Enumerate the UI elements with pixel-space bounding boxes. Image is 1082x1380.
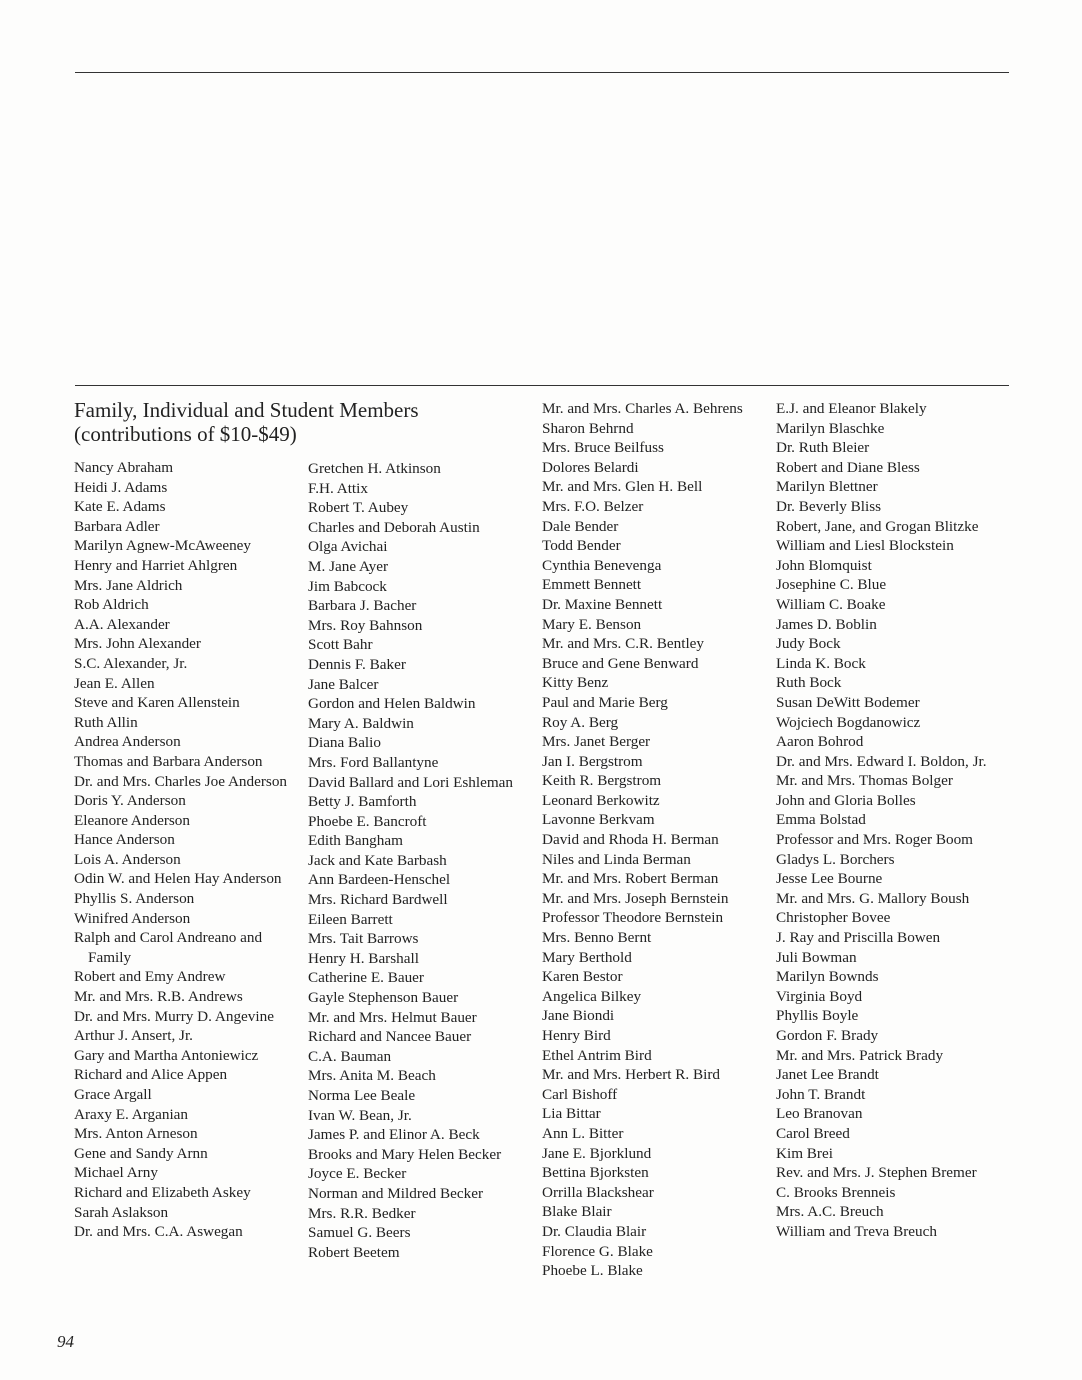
member-name: Gretchen H. Atkinson	[308, 460, 441, 477]
member-name: Hance Anderson	[74, 831, 175, 849]
member-name: Henry and Harriet Ahlgren	[74, 556, 238, 574]
member-name: Mr. and Mrs. G. Mallory Boush	[776, 889, 970, 907]
member-name: Mrs. Janet Berger	[542, 733, 651, 751]
member-name: Sarah Aslakson	[74, 1203, 169, 1221]
member-name: S.C. Alexander, Jr.	[74, 654, 188, 672]
member-name: Rev. and Mrs. J. Stephen Bremer	[776, 1164, 977, 1182]
member-name: Bettina Bjorksten	[542, 1164, 649, 1182]
member-name: C.A. Bauman	[308, 1047, 392, 1065]
member-name: Robert and Emy Andrew	[74, 968, 226, 986]
member-name: Virginia Boyd	[776, 987, 863, 1005]
member-name: Gene and Sandy Arnn	[74, 1144, 208, 1162]
member-name: Lois A. Anderson	[74, 850, 181, 868]
member-name: Dr. Beverly Bliss	[776, 497, 882, 515]
member-name: Mr. and Mrs. Patrick Brady	[776, 1046, 944, 1064]
member-name: J. Ray and Priscilla Bowen	[776, 929, 941, 947]
section-heading	[74, 398, 419, 446]
member-name: Dr. and Mrs. Murry D. Angevine	[74, 1007, 274, 1025]
member-name: Kim Brei	[776, 1144, 833, 1162]
member-name: Charles and Deborah Austin	[308, 518, 480, 536]
member-name: Phoebe L. Blake	[542, 1262, 643, 1280]
member-name: Mr. and Mrs. Robert Berman	[542, 870, 719, 888]
member-name: Emmett Bennett	[542, 576, 642, 594]
member-name: Ivan W. Bean, Jr.	[308, 1106, 412, 1124]
member-name: Juli Bowman	[776, 948, 857, 966]
member-column-1	[74, 458, 304, 1242]
member-name: Aaron Bohrod	[776, 733, 864, 751]
member-name: Scott Bahr	[308, 636, 373, 654]
member-name: Lia Bittar	[542, 1105, 601, 1123]
member-name: Carol Breed	[776, 1124, 850, 1142]
member-name: Richard and Nancee Bauer	[308, 1028, 472, 1046]
member-name: David and Rhoda H. Berman	[542, 831, 719, 849]
member-name: M. Jane Ayer	[308, 557, 389, 575]
member-name: Brooks and Mary Helen Becker	[308, 1145, 502, 1163]
member-name: Ralph and Carol Andreano and Family	[74, 929, 263, 966]
member-name: James D. Boblin	[776, 615, 877, 633]
member-name: Gladys L. Borchers	[776, 850, 895, 868]
member-name: Mr. and Mrs. Helmut Bauer	[308, 1008, 477, 1026]
member-name: F.H. Attix	[308, 479, 368, 497]
member-name: A.A. Alexander	[74, 615, 170, 633]
member-name: Kate E. Adams	[74, 498, 166, 516]
member-name: Judy Bock	[776, 635, 841, 653]
member-name: Barbara J. Bacher	[308, 597, 417, 615]
member-name: Mrs. Richard Bardwell	[308, 891, 448, 909]
member-name: Mrs. Benno Bernt	[542, 929, 652, 947]
member-name: Emma Bolstad	[776, 811, 866, 829]
member-name: Eleanore Anderson	[74, 811, 190, 829]
member-name: Karen Bestor	[542, 968, 623, 986]
member-name: E.J. and Eleanor Blakely	[776, 400, 927, 417]
member-name: Jesse Lee Bourne	[776, 870, 883, 888]
member-name: Joyce E. Becker	[308, 1165, 407, 1183]
member-name: Marilyn Bownds	[776, 968, 879, 986]
member-name: Ann L. Bitter	[542, 1124, 624, 1142]
member-name: Robert and Diane Bless	[776, 458, 920, 476]
member-name: Catherine E. Bauer	[308, 969, 424, 987]
member-name: Winifred Anderson	[74, 909, 191, 927]
member-name: Ann Bardeen-Henschel	[308, 871, 451, 889]
member-name: Kitty Benz	[542, 674, 609, 692]
member-name: Mary A. Baldwin	[308, 714, 414, 732]
member-name: Mrs. Tait Barrows	[308, 930, 419, 948]
member-name: Dr. Claudia Blair	[542, 1222, 647, 1240]
member-name: William C. Boake	[776, 595, 886, 613]
member-name: Jan I. Bergstrom	[542, 752, 643, 770]
section-rule	[75, 385, 1009, 386]
member-name: Dennis F. Baker	[308, 655, 406, 673]
member-name: Marilyn Blettner	[776, 478, 878, 496]
member-name: Robert, Jane, and Grogan Blitzke	[776, 517, 979, 535]
member-name: Orrilla Blackshear	[542, 1183, 654, 1201]
member-name: Mrs. Anton Arneson	[74, 1125, 198, 1143]
member-name: Keith R. Bergstrom	[542, 772, 662, 790]
member-name: Norma Lee Beale	[308, 1087, 416, 1104]
member-name: Jack and Kate Barbash	[308, 851, 447, 869]
member-name: Gordon F. Brady	[776, 1027, 879, 1044]
top-rule	[75, 72, 1009, 73]
member-name: Ruth Allin	[74, 713, 138, 731]
member-name: Robert Beetem	[308, 1243, 400, 1261]
member-name: Steve and Karen Allenstein	[74, 694, 240, 712]
member-name: Susan DeWitt Bodemer	[776, 693, 920, 711]
member-name: John Blomquist	[776, 556, 872, 574]
member-name: John T. Brandt	[776, 1085, 866, 1103]
member-name: Robert T. Aubey	[308, 499, 409, 517]
member-name: Samuel G. Beers	[308, 1224, 411, 1242]
heading-line-2: (contributions of $10-$49)	[74, 422, 297, 446]
member-name: Olga Avichai	[308, 538, 388, 556]
member-name: Professor and Mrs. Roger Boom	[776, 831, 973, 849]
member-name: Dr. and Mrs. C.A. Aswegan	[74, 1223, 243, 1241]
member-name: Phoebe E. Bancroft	[308, 812, 427, 830]
member-name: Mrs. Bruce Beilfuss	[542, 439, 664, 457]
member-name: Henry H. Barshall	[308, 949, 419, 967]
member-name: Mr. and Mrs. Herbert R. Bird	[542, 1066, 721, 1084]
member-name: David Ballard and Lori Eshleman	[308, 773, 513, 791]
member-name: Mr. and Mrs. C.R. Bentley	[542, 635, 704, 653]
member-name: Marilyn Blaschke	[776, 419, 885, 437]
member-name: Mary E. Benson	[542, 615, 642, 633]
member-name: Leo Branovan	[776, 1105, 863, 1123]
member-name: Thomas and Barbara Anderson	[74, 752, 263, 770]
member-name: Professor Theodore Bernstein	[542, 909, 724, 927]
member-name: Jane E. Bjorklund	[542, 1144, 652, 1162]
member-name: Mrs. Roy Bahnson	[308, 616, 423, 634]
page-number: 94	[57, 1332, 74, 1351]
member-name: Andrea Anderson	[74, 733, 181, 751]
member-name: William and Treva Breuch	[776, 1222, 937, 1240]
member-name: Dolores Belardi	[542, 458, 639, 476]
heading-line-1: Family, Individual and Student Members	[74, 398, 419, 422]
member-name: Richard and Alice Appen	[74, 1066, 228, 1084]
member-name: Betty J. Bamforth	[308, 793, 417, 811]
member-name: Ruth Bock	[776, 674, 842, 692]
member-name: Christopher Bovee	[776, 909, 891, 927]
member-name: Carl Bishoff	[542, 1085, 618, 1103]
member-name: Lavonne Berkvam	[542, 811, 655, 829]
member-name: Mrs. Anita M. Beach	[308, 1067, 436, 1085]
member-name: Mr. and Mrs. R.B. Andrews	[74, 988, 243, 1006]
member-name: Gary and Martha Antoniewicz	[74, 1046, 259, 1064]
member-name: Dr. and Mrs. Edward I. Boldon, Jr.	[776, 752, 987, 770]
member-name: John and Gloria Bolles	[776, 791, 916, 809]
member-name: Jim Babcock	[308, 577, 387, 595]
member-name: Linda K. Bock	[776, 654, 866, 672]
member-name: Diana Balio	[308, 734, 381, 752]
member-name: Mr. and Mrs. Thomas Bolger	[776, 772, 953, 790]
member-name: Josephine C. Blue	[776, 576, 887, 594]
member-name: Grace Argall	[74, 1086, 152, 1103]
member-name: Marilyn Agnew-McAweeney	[74, 537, 252, 555]
member-name: Odin W. and Helen Hay Anderson	[74, 870, 282, 888]
member-name: Leonard Berkowitz	[542, 791, 660, 809]
member-name: James P. and Elinor A. Beck	[308, 1126, 480, 1144]
member-name: Dr. Ruth Bleier	[776, 439, 870, 457]
member-name: Blake Blair	[542, 1203, 612, 1221]
member-name: Mr. and Mrs. Glen H. Bell	[542, 478, 703, 496]
member-name: Rob Aldrich	[74, 596, 149, 614]
member-name: Bruce and Gene Benward	[542, 654, 699, 672]
member-name: Mrs. Jane Aldrich	[74, 576, 183, 594]
member-name: Phyllis Boyle	[776, 1007, 859, 1025]
member-name: Gordon and Helen Baldwin	[308, 695, 476, 713]
member-name: Jane Biondi	[542, 1007, 615, 1025]
member-column-2	[308, 459, 538, 1262]
member-name: Paul and Marie Berg	[542, 693, 668, 711]
member-name: Janet Lee Brandt	[776, 1066, 879, 1084]
member-name: Mary Berthold	[542, 948, 632, 966]
member-name: Eileen Barrett	[308, 910, 393, 928]
member-name: Michael Arny	[74, 1164, 158, 1182]
member-name: Angelica Bilkey	[542, 987, 642, 1005]
member-name: Jane Balcer	[308, 675, 379, 693]
member-name: Jean E. Allen	[74, 674, 155, 692]
member-name: Mrs. John Alexander	[74, 635, 201, 653]
member-name: Florence G. Blake	[542, 1242, 653, 1260]
member-name: Heidi J. Adams	[74, 478, 168, 496]
member-name: Mrs. F.O. Belzer	[542, 497, 644, 515]
member-name: Norman and Mildred Becker	[308, 1184, 484, 1202]
member-name: Gayle Stephenson Bauer	[308, 989, 459, 1007]
member-name: Doris Y. Anderson	[74, 792, 186, 810]
member-name: Dale Bender	[542, 517, 619, 535]
member-name: Edith Bangham	[308, 832, 403, 850]
member-name: Mrs. Ford Ballantyne	[308, 753, 439, 771]
member-name: Dr. and Mrs. Charles Joe Anderson	[74, 772, 288, 790]
member-name: Richard and Elizabeth Askey	[74, 1183, 251, 1201]
member-name: C. Brooks Brenneis	[776, 1183, 896, 1201]
member-name: Sharon Behrnd	[542, 419, 634, 437]
member-name: Mr. and Mrs. Charles A. Behrens	[542, 400, 743, 417]
member-name: Barbara Adler	[74, 517, 160, 535]
member-name: Araxy E. Arganian	[74, 1105, 189, 1123]
member-name: Mrs. A.C. Breuch	[776, 1203, 884, 1221]
member-name: Niles and Linda Berman	[542, 850, 691, 868]
member-name: Wojciech Bogdanowicz	[776, 713, 921, 731]
member-name: William and Liesl Blockstein	[776, 537, 954, 555]
member-name: Nancy Abraham	[74, 459, 174, 476]
member-name: Todd Bender	[542, 537, 621, 555]
member-name: Mr. and Mrs. Joseph Bernstein	[542, 889, 729, 907]
member-name: Cynthia Benevenga	[542, 556, 662, 574]
member-name: Henry Bird	[542, 1027, 611, 1044]
member-name: Roy A. Berg	[542, 713, 619, 731]
member-column-3	[542, 399, 772, 1281]
member-name: Ethel Antrim Bird	[542, 1046, 652, 1064]
member-name: Arthur J. Ansert, Jr.	[74, 1027, 193, 1045]
member-column-4	[776, 399, 1006, 1242]
member-name: Dr. Maxine Bennett	[542, 595, 663, 613]
member-name: Phyllis S. Anderson	[74, 890, 195, 908]
member-name: Mrs. R.R. Bedker	[308, 1204, 416, 1222]
